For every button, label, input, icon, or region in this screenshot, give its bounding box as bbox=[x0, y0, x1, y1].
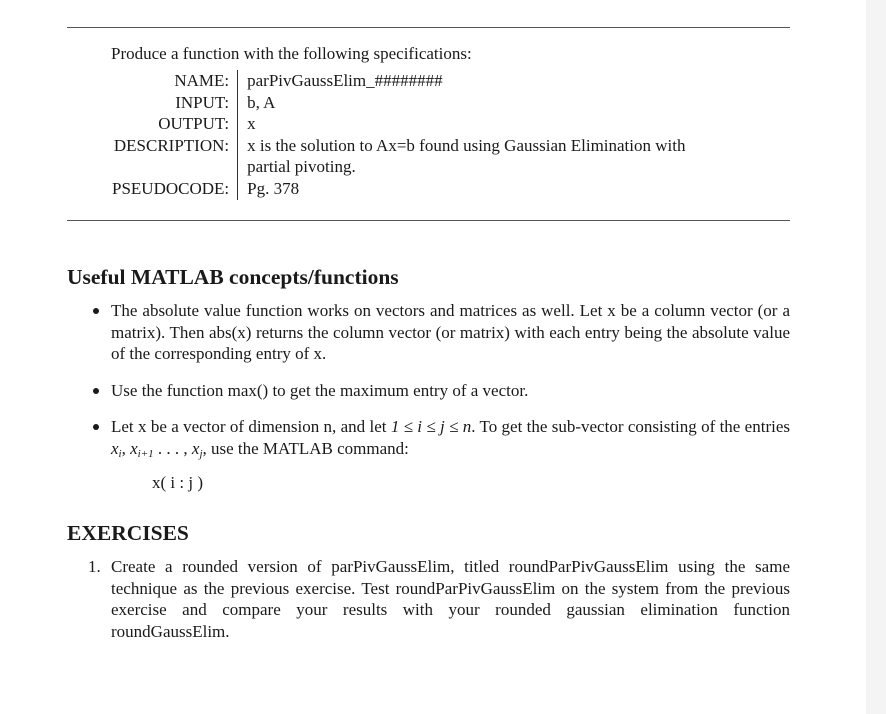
exercise-text: Create a rounded version of parPivGaussElim, titled roundParPivGaussElim using the same technique as the previous exercise. Test roundParPivGaussElim on the system from the previous exercise and compare your results with your rounded gaussian elimination function roundGaussElim. bbox=[111, 557, 790, 641]
spec-value: parPivGaussElim_######## bbox=[238, 70, 761, 92]
exercises-list bbox=[88, 556, 790, 642]
math-var: x bbox=[130, 438, 138, 458]
spec-value-line: x is the solution to Ax=b found using Gaussian Elimination with bbox=[247, 135, 686, 155]
list-item-text: . To get the sub-vector consisting of the entries bbox=[471, 417, 790, 437]
code-snippet: x( i : j ) bbox=[152, 473, 203, 492]
spec-intro: Produce a function with the following specifications: bbox=[111, 44, 472, 63]
list-item-text: Let x be a vector of dimension n, and let bbox=[111, 417, 391, 437]
spec-row-name bbox=[112, 70, 760, 92]
spec-value: x bbox=[238, 113, 761, 135]
spec-key: INPUT: bbox=[175, 92, 230, 112]
spec-key: NAME: bbox=[174, 71, 230, 90]
bullet-icon bbox=[93, 388, 99, 394]
exercises-heading: EXERCISES bbox=[67, 521, 189, 545]
list-item-text: Use the function max() to get the maximum entry of a vector. bbox=[111, 380, 529, 400]
spec-key: OUTPUT: bbox=[158, 114, 230, 134]
spec-row-output bbox=[112, 113, 760, 135]
bottom-rule bbox=[67, 220, 790, 221]
math-var: x bbox=[111, 438, 119, 458]
concepts-list bbox=[111, 300, 790, 460]
spec-row-pseudocode bbox=[112, 178, 760, 200]
math-inequality: 1 ≤ i ≤ j ≤ n bbox=[390, 417, 472, 437]
concepts-heading: Useful MATLAB concepts/functions bbox=[67, 265, 399, 289]
spec-row-input bbox=[112, 92, 760, 114]
list-item bbox=[111, 416, 790, 459]
spec-row-description bbox=[112, 135, 760, 178]
spec-value: Pg. 378 bbox=[238, 178, 761, 200]
math-sub: i+1 bbox=[137, 447, 154, 460]
spec-table bbox=[112, 70, 760, 200]
bullet-icon bbox=[93, 308, 99, 314]
list-item-text: , use the MATLAB command: bbox=[202, 438, 409, 458]
list-item bbox=[88, 556, 790, 642]
list-item-text: The absolute value function works on vectors and matrices as well. Let x be a column vector (or a matrix). Then abs(x) returns the column vector (or matrix) with each entry being the absolute value of the corresponding entry of x. bbox=[111, 301, 790, 364]
list-item bbox=[111, 300, 790, 365]
list-item bbox=[111, 380, 790, 402]
bullet-icon bbox=[93, 424, 99, 430]
spec-key: PSEUDOCODE: bbox=[112, 178, 230, 198]
math-var: x bbox=[191, 438, 200, 458]
spec-value-line: partial pivoting. bbox=[247, 157, 356, 177]
top-rule bbox=[67, 27, 790, 28]
exercise-number: 1. bbox=[88, 557, 101, 576]
spec-value: b, A bbox=[238, 92, 761, 114]
page-margin-strip bbox=[866, 0, 886, 714]
math-sep: , bbox=[121, 438, 131, 458]
math-sep: . . . , bbox=[153, 438, 192, 458]
spec-value bbox=[238, 135, 761, 178]
math-sub: i bbox=[118, 447, 122, 460]
math-sub: j bbox=[199, 447, 203, 460]
spec-key: DESCRIPTION: bbox=[113, 135, 230, 155]
